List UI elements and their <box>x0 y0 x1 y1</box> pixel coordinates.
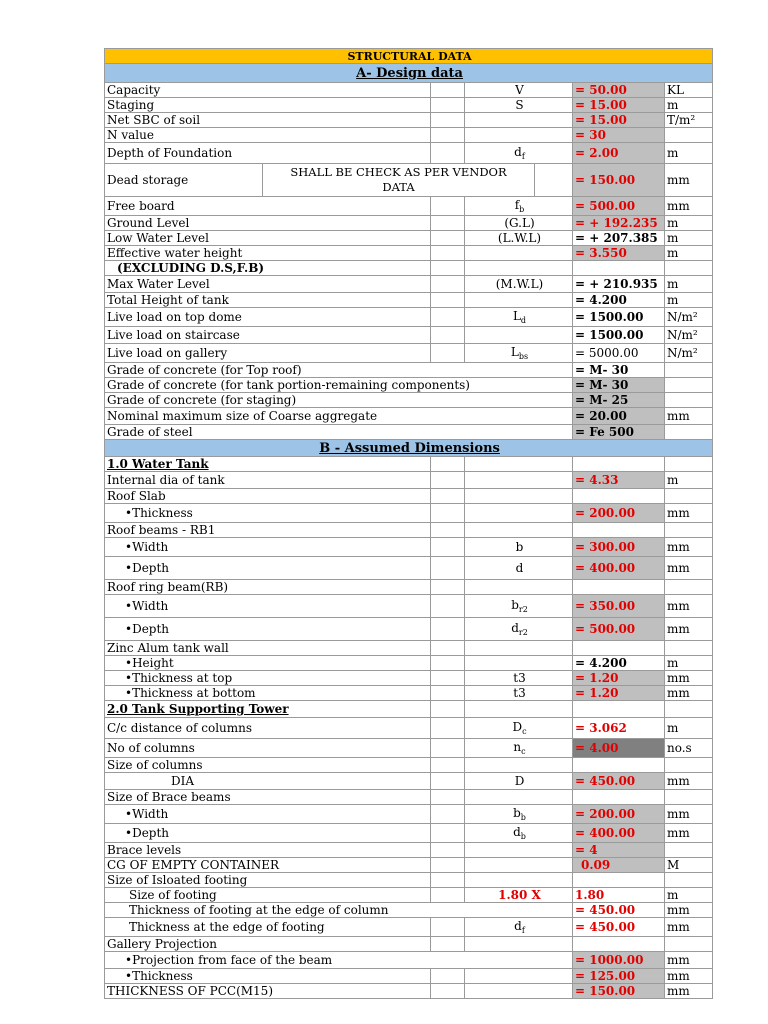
row-unit: m <box>665 246 713 261</box>
row-thk-foot-edge <box>105 918 713 937</box>
row-label: Dead storage <box>105 164 263 197</box>
row-unit: no.s <box>665 739 713 758</box>
row-unit: KL <box>665 83 713 98</box>
row-symbol: V <box>465 83 573 98</box>
row-unit: mm <box>665 557 713 580</box>
row-value: = 150.00 <box>573 164 665 197</box>
row-label: Effective water height <box>105 246 431 261</box>
structural-data-sheet <box>104 48 713 999</box>
row-label: Grade of concrete (for Top roof) <box>105 363 573 378</box>
row-unit: mm <box>665 671 713 686</box>
row-value: = 150.00 <box>573 984 665 999</box>
row-value: = 4.33 <box>573 472 665 489</box>
row-value: = 400.00 <box>573 824 665 843</box>
row-value: = 5000.00 <box>573 344 665 363</box>
row-unit: mm <box>665 595 713 618</box>
row-value: = 2.00 <box>573 143 665 164</box>
row-gp-thickness <box>105 969 713 984</box>
row-roof-slab <box>105 489 713 504</box>
row-gc-staging <box>105 393 713 408</box>
row-roof-slab-thickness <box>105 504 713 523</box>
row-unit: mm <box>665 969 713 984</box>
row-label: •Depth <box>105 618 431 641</box>
row-zinc-wall <box>105 641 713 656</box>
row-label: •Depth <box>105 824 431 843</box>
row-value: = 1000.00 <box>573 952 665 969</box>
row-unit: m <box>665 98 713 113</box>
row-symbol: (L.W.L) <box>465 231 573 246</box>
row-label: THICKNESS OF PCC(M15) <box>105 984 431 999</box>
row-effective-height <box>105 246 713 261</box>
row-label: Roof beams - RB1 <box>105 523 431 538</box>
row-unit: N/m² <box>665 308 713 327</box>
row-unit: m <box>665 143 713 164</box>
row-total-height <box>105 293 713 308</box>
row-brace-beams <box>105 790 713 805</box>
row-label: Staging <box>105 98 431 113</box>
section-b-title: B - Assumed Dimensions <box>105 440 713 457</box>
row-label: Nominal maximum size of Coarse aggregate <box>105 408 573 425</box>
row-value: = 30 <box>573 128 665 143</box>
row-unit: N/m² <box>665 327 713 344</box>
row-symbol: $L_d$ <box>465 308 573 327</box>
row-zw-top <box>105 671 713 686</box>
row-unit: mm <box>665 773 713 790</box>
row-label: Size of footing <box>105 888 431 903</box>
row-label: Size of Brace beams <box>105 790 431 805</box>
row-symbol: b <box>465 538 573 557</box>
row-cc-distance <box>105 718 713 739</box>
section-a-row <box>105 64 713 83</box>
row-label: Max Water Level <box>105 276 431 293</box>
row-value: = 15.00 <box>573 98 665 113</box>
row-value: = 4.200 <box>573 656 665 671</box>
row-symbol: $L_{bs}$ <box>465 344 573 363</box>
row-rb-width <box>105 538 713 557</box>
row-label: No of columns <box>105 739 431 758</box>
row-symbol: t3 <box>465 671 573 686</box>
row-unit: m <box>665 888 713 903</box>
row-label: Gallery Projection <box>105 937 431 952</box>
row-gallery-projection <box>105 937 713 952</box>
row-label: Capacity <box>105 83 431 98</box>
row-brace-levels <box>105 843 713 858</box>
row-unit: mm <box>665 686 713 701</box>
row-steel <box>105 425 713 440</box>
row-bb-width <box>105 805 713 824</box>
row-label: •Thickness <box>105 969 431 984</box>
sheet-title: STRUCTURAL DATA <box>105 49 713 64</box>
row-dead-storage <box>105 164 713 197</box>
row-value: = + 210.935 <box>573 276 665 293</box>
row-value: = 500.00 <box>573 618 665 641</box>
row-pcc <box>105 984 713 999</box>
row-symbol: 1.80 X <box>465 888 573 903</box>
row-unit: m <box>665 216 713 231</box>
row-unit: m <box>665 656 713 671</box>
row-value: = 125.00 <box>573 969 665 984</box>
row-label: Grade of concrete (for tank portion-remaining components) <box>105 378 573 393</box>
row-value: = 500.00 <box>573 197 665 216</box>
row-max-water <box>105 276 713 293</box>
row-label: CG OF EMPTY CONTAINER <box>105 858 431 873</box>
row-label: Live load on gallery <box>105 344 431 363</box>
row-label: •Thickness at bottom <box>105 686 431 701</box>
row-value: = M- 25 <box>573 393 665 408</box>
row-value: = 1.20 <box>573 686 665 701</box>
row-label: Thickness of footing at the edge of column <box>105 903 573 918</box>
row-unit: mm <box>665 903 713 918</box>
row-unit: mm <box>665 408 713 425</box>
row-label: Low Water Level <box>105 231 431 246</box>
row-ll-stair <box>105 327 713 344</box>
row-value: = 400.00 <box>573 557 665 580</box>
row-value: = + 207.385 <box>573 231 665 246</box>
row-label: Net SBC of soil <box>105 113 431 128</box>
row-ll-dome <box>105 308 713 327</box>
row-value: = + 192.235 <box>573 216 665 231</box>
row-symbol: $b_b$ <box>465 805 573 824</box>
row-label: DIA <box>105 773 431 790</box>
row-symbol: D <box>465 773 573 790</box>
row-label: •Projection from face of the beam <box>105 952 573 969</box>
row-rb-depth <box>105 557 713 580</box>
row-symbol: t3 <box>465 686 573 701</box>
row-ll-gallery <box>105 344 713 363</box>
row-label: Roof ring beam(RB) <box>105 580 431 595</box>
row-low-water <box>105 231 713 246</box>
row-zw-bottom <box>105 686 713 701</box>
row-label: Size of columns <box>105 758 431 773</box>
row-label: Live load on staircase <box>105 327 431 344</box>
row-label: Roof Slab <box>105 489 431 504</box>
row-symbol: $d_{r2}$ <box>465 618 573 641</box>
row-gp-projection <box>105 952 713 969</box>
row-gc-tank <box>105 378 713 393</box>
row-unit: M <box>665 858 713 873</box>
row-unit: mm <box>665 805 713 824</box>
row-bb-depth <box>105 824 713 843</box>
row-no-columns <box>105 739 713 758</box>
row-symbol: $n_c$ <box>465 739 573 758</box>
row-value: = 450.00 <box>573 773 665 790</box>
row-value: = 200.00 <box>573 504 665 523</box>
row-value: = 4 <box>573 843 665 858</box>
row-size-columns <box>105 758 713 773</box>
row-label: Depth of Foundation <box>105 143 431 164</box>
row-size-footing <box>105 888 713 903</box>
row-nvalue <box>105 128 713 143</box>
row-symbol: d <box>465 557 573 580</box>
row-symbol: S <box>465 98 573 113</box>
row-unit: mm <box>665 618 713 641</box>
row-internal-dia <box>105 472 713 489</box>
row-label: •Thickness <box>105 504 431 523</box>
row-value: = 50.00 <box>573 83 665 98</box>
row-symbol: $d_f$ <box>465 143 573 164</box>
row-rrb-width <box>105 595 713 618</box>
row-nominal-aggregate <box>105 408 713 425</box>
row-value: = 3.062 <box>573 718 665 739</box>
row-value: 1.80 <box>573 888 665 903</box>
row-value: = 1.20 <box>573 671 665 686</box>
row-label: •Width <box>105 805 431 824</box>
row-label: •Width <box>105 538 431 557</box>
row-label: Grade of steel <box>105 425 573 440</box>
row-label: Live load on top dome <box>105 308 431 327</box>
row-label: Total Height of tank <box>105 293 431 308</box>
row-unit: N/m² <box>665 344 713 363</box>
row-depth-foundation <box>105 143 713 164</box>
row-excluding <box>105 261 713 276</box>
row-label: Size of Isloated footing <box>105 873 431 888</box>
row-sbc <box>105 113 713 128</box>
row-value: = 20.00 <box>573 408 665 425</box>
row-unit: m <box>665 472 713 489</box>
row-roof-beams <box>105 523 713 538</box>
row-label: •Height <box>105 656 431 671</box>
row-value: = 4.200 <box>573 293 665 308</box>
row-unit: m <box>665 276 713 293</box>
row-ring-beam <box>105 580 713 595</box>
row-value: 0.09 <box>573 858 665 873</box>
row-value: = 200.00 <box>573 805 665 824</box>
row-label: •Thickness at top <box>105 671 431 686</box>
row-symbol: $d_b$ <box>465 824 573 843</box>
row-value: = 1500.00 <box>573 327 665 344</box>
row-label: Thickness at the edge of footing <box>105 918 431 937</box>
row-isolated-footing <box>105 873 713 888</box>
row-unit: mm <box>665 952 713 969</box>
row-capacity <box>105 83 713 98</box>
row-label: Brace levels <box>105 843 431 858</box>
row-symbol: (M.W.L) <box>465 276 573 293</box>
row-label: (EXCLUDING D.S,F.B) <box>105 261 431 276</box>
subsection-heading: 2.0 Tank Supporting Tower <box>105 701 431 718</box>
row-value: = 1500.00 <box>573 308 665 327</box>
row-value: = 3.550 <box>573 246 665 261</box>
row-unit: m <box>665 293 713 308</box>
row-symbol: (G.L) <box>465 216 573 231</box>
row-tower-heading <box>105 701 713 718</box>
row-symbol: $f_b$ <box>465 197 573 216</box>
row-symbol: $d_f$ <box>465 918 573 937</box>
row-unit: mm <box>665 984 713 999</box>
row-label: Internal dia of tank <box>105 472 431 489</box>
row-value: = Fe 500 <box>573 425 665 440</box>
row-value: = 300.00 <box>573 538 665 557</box>
row-label: N value <box>105 128 431 143</box>
row-label: •Width <box>105 595 431 618</box>
row-cg-empty <box>105 858 713 873</box>
row-unit: m <box>665 718 713 739</box>
row-label: Zinc Alum tank wall <box>105 641 431 656</box>
row-gc-roof <box>105 363 713 378</box>
row-value: = 4.00 <box>573 739 665 758</box>
subsection-heading: 1.0 Water Tank <box>105 457 431 472</box>
row-label: C/c distance of columns <box>105 718 431 739</box>
row-unit: mm <box>665 197 713 216</box>
row-label: Ground Level <box>105 216 431 231</box>
title-row <box>105 49 713 64</box>
row-unit: mm <box>665 538 713 557</box>
row-water-tank-heading <box>105 457 713 472</box>
row-value: = 15.00 <box>573 113 665 128</box>
row-label: Grade of concrete (for staging) <box>105 393 573 408</box>
row-value: = M- 30 <box>573 363 665 378</box>
row-staging <box>105 98 713 113</box>
row-free-board <box>105 197 713 216</box>
row-value: = M- 30 <box>573 378 665 393</box>
row-rrb-depth <box>105 618 713 641</box>
row-unit: T/m² <box>665 113 713 128</box>
row-zw-height <box>105 656 713 671</box>
row-unit: mm <box>665 918 713 937</box>
row-unit: mm <box>665 824 713 843</box>
row-value: = 450.00 <box>573 903 665 918</box>
row-ground-level <box>105 216 713 231</box>
row-value: = 450.00 <box>573 918 665 937</box>
row-symbol: $b_{r2}$ <box>465 595 573 618</box>
vendor-note: SHALL BE CHECK AS PER VENDOR DATA <box>263 164 535 197</box>
row-unit: mm <box>665 164 713 197</box>
section-b-row <box>105 440 713 457</box>
row-thk-col-edge <box>105 903 713 918</box>
row-symbol: $D_c$ <box>465 718 573 739</box>
row-value: = 350.00 <box>573 595 665 618</box>
row-label: •Depth <box>105 557 431 580</box>
row-unit: mm <box>665 504 713 523</box>
section-a-title: A- Design data <box>105 64 713 83</box>
row-label: Free board <box>105 197 431 216</box>
row-unit: m <box>665 231 713 246</box>
row-dia <box>105 773 713 790</box>
